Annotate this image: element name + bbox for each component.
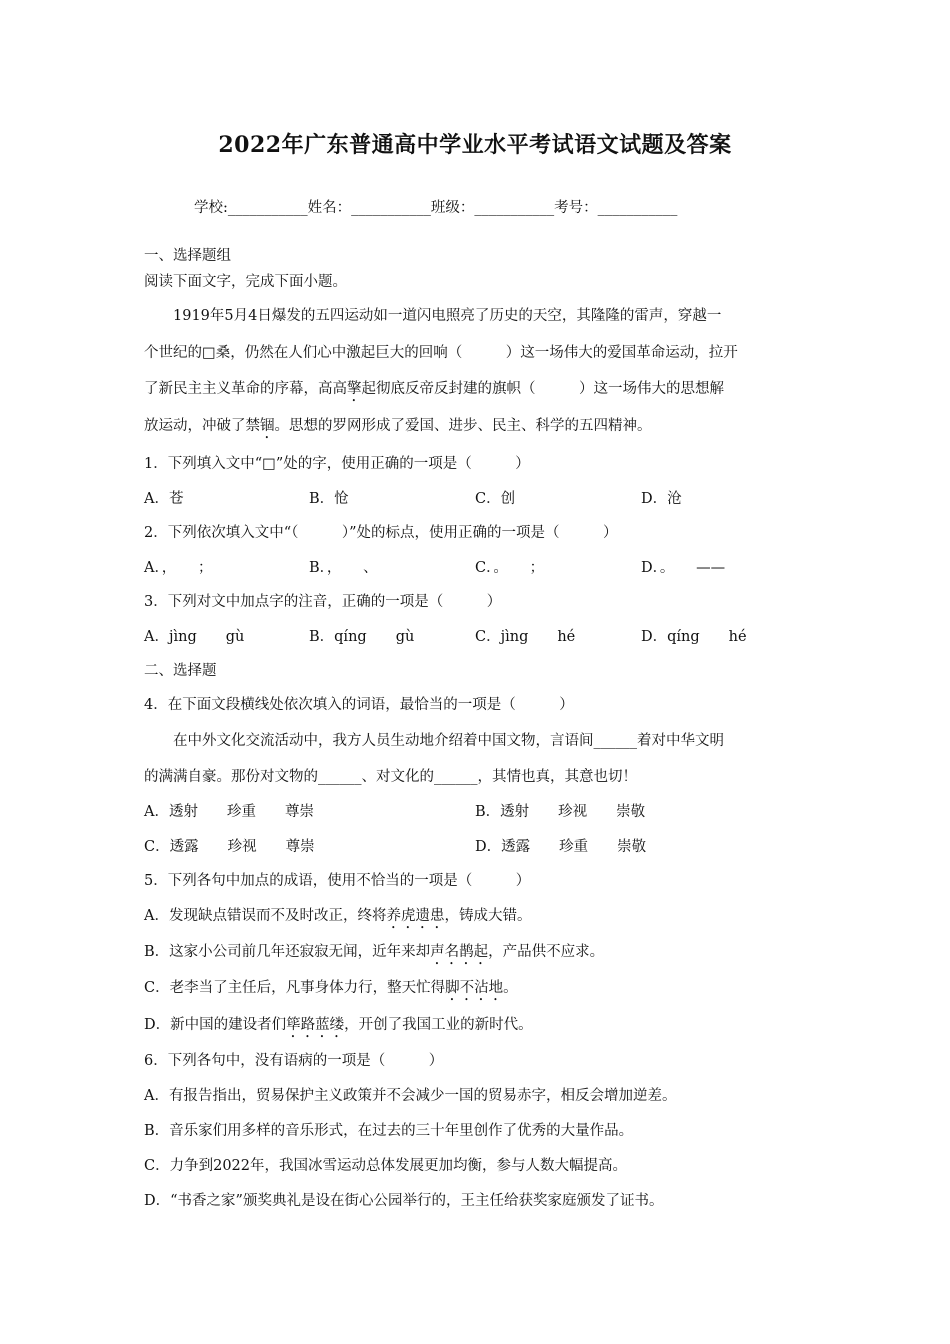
class-label: 班级： [430,200,475,216]
passage-line-2: 个世纪的□桑，仍然在人们心中激起巨大的回响（ ）这一场伟大的爱国革命运动，拉开 [144,345,738,361]
question-4-stem: 4．在下面文段横线处依次填入的词语，最恰当的一项是（ ） [144,697,574,713]
question-4-passage-line-1: 在中外文化交流活动中，我方人员生动地介绍着中国文物，言语间______着对中华文明 [173,733,724,749]
question-4-option-b[interactable]: B．透射 珍视 崇敬 [475,804,646,820]
school-blank[interactable]: ___________ [227,200,308,216]
dotted-idiom-b: 声名鹊起 [430,944,489,960]
question-2-option-d[interactable]: D．。 —— [641,560,726,576]
exam-number-label: 考号： [554,200,598,216]
dotted-char-gu: 锢 [260,418,275,434]
section-2-heading: 二、选择题 [144,663,217,679]
dotted-idiom-c: 脚不沾地 [445,980,504,996]
question-2-option-c[interactable]: C．。 ； [475,560,545,576]
question-5-option-a[interactable]: A．发现缺点错误而不及时改正，终将养虎遗患，铸成大错。 [144,908,532,924]
dotted-idiom-d: 筚路蓝缕 [286,1017,345,1033]
question-4-passage-line-2: 的满满自豪。那份对文物的______、对文化的______，其情也真，其意也切！ [144,769,637,785]
question-3-stem: 3．下列对文中加点字的注音，正确的一项是（ ） [144,594,502,610]
question-6-option-c[interactable]: C．力争到2022年，我国冰雪运动总体发展更加均衡，参与人数大幅提高。 [144,1158,627,1174]
section-1-heading: 一、选择题组 [144,248,231,264]
question-4-option-c[interactable]: C．透露 珍视 尊崇 [144,839,315,855]
page-title: 2022年广东普通高中学业水平考试语文试题及答案 [218,132,732,158]
question-4-option-a[interactable]: A．透射 珍重 尊崇 [144,804,314,820]
question-3-option-a[interactable]: A．jìng gù [144,629,245,645]
passage-line-3: 了新民主主义革命的序幕，高高擎起彻底反帝反封建的旗帜（ ）这一场伟大的思想解 [144,381,724,397]
dotted-idiom-a: 养虎遗患 [386,908,445,924]
question-1-option-c[interactable]: C．创 [475,491,516,507]
question-3-option-b[interactable]: B．qíng gù [309,629,415,645]
question-2-stem: 2．下列依次填入文中“（ ）”处的标点，使用正确的一项是（ ） [144,525,618,541]
question-1-option-a[interactable]: A．苍 [144,491,184,507]
question-2-option-b[interactable]: B．， 、 [309,560,378,576]
student-info-line [194,196,677,217]
dotted-char-qing: 擎 [347,381,362,397]
question-1-option-d[interactable]: D．沧 [641,491,682,507]
question-3-option-d[interactable]: D．qíng hé [641,629,747,645]
question-2-option-a[interactable]: A．， ； [144,560,213,576]
question-5-option-b[interactable]: B．这家小公司前几年还寂寂无闻，近年来却声名鹊起，产品供不应求。 [144,944,605,960]
question-6-option-a[interactable]: A．有报告指出，贸易保护主义政策并不会减少一国的贸易赤字，相反会增加逆差。 [144,1088,677,1104]
passage-line-4: 放运动，冲破了禁锢。思想的罗网形成了爱国、进步、民主、科学的五四精神。 [144,418,652,434]
question-6-option-b[interactable]: B．音乐家们用多样的音乐形式，在过去的三十年里创作了优秀的大量作品。 [144,1123,634,1139]
question-5-option-c[interactable]: C．老李当了主任后，凡事身体力行，整天忙得脚不沾地。 [144,980,518,996]
question-4-option-d[interactable]: D．透露 珍重 崇敬 [475,839,647,855]
passage-line-1: 1919年5月4日爆发的五四运动如一道闪电照亮了历史的天空，其隆隆的雷声，穿越一 [173,308,722,324]
question-1-option-b[interactable]: B．怆 [309,491,349,507]
question-5-stem: 5．下列各句中加点的成语，使用不恰当的一项是（ ） [144,873,531,889]
school-label: 学校: [194,200,228,216]
question-5-option-d[interactable]: D．新中国的建设者们筚路蓝缕，开创了我国工业的新时代。 [144,1017,533,1033]
question-6-option-d[interactable]: D．“书香之家”颁奖典礼是设在街心公园举行的，王主任给获奖家庭颁发了证书。 [144,1193,664,1209]
exam-number-blank[interactable]: ___________ [597,200,678,216]
class-blank[interactable]: ___________ [474,200,555,216]
question-1-stem: 1．下列填入文中“□”处的字，使用正确的一项是（ ） [144,456,530,472]
name-blank[interactable]: ___________ [351,200,431,216]
question-6-stem: 6．下列各句中，没有语病的一项是（ ） [144,1053,444,1069]
name-label: 姓名： [307,200,352,216]
question-3-option-c[interactable]: C．jìng hé [475,629,576,645]
section-1-intro: 阅读下面文字，完成下面小题。 [144,274,347,290]
